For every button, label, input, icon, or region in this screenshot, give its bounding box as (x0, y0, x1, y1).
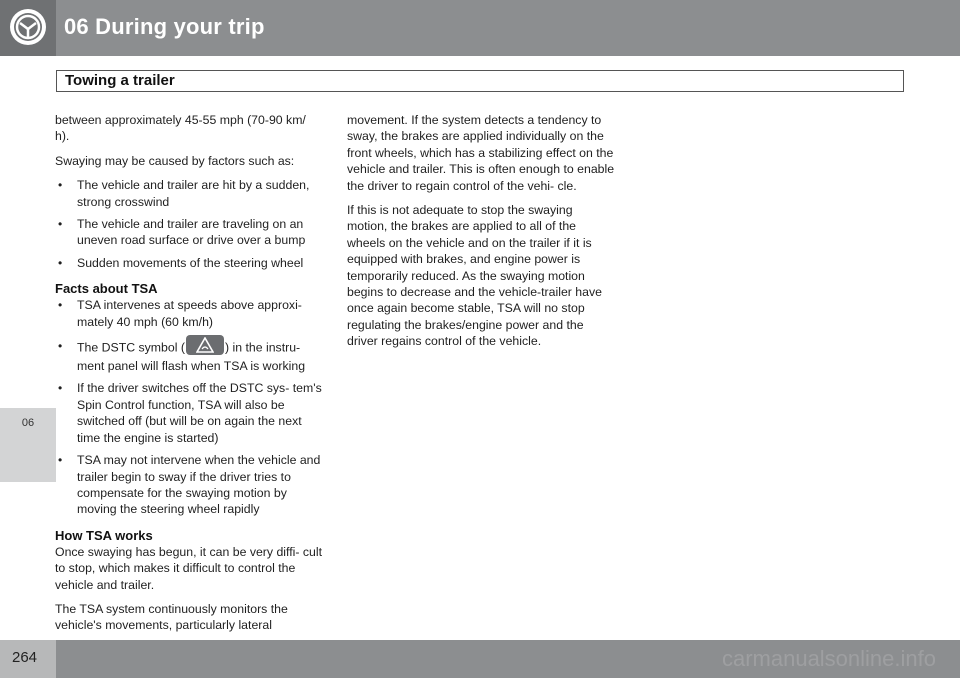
right-column (347, 112, 615, 358)
section-header (56, 70, 904, 92)
brand-logo (0, 0, 56, 56)
paragraph: between approximately 45-55 mph (70-90 km/ h). (55, 113, 306, 144)
chapter-tab-label: 06 (21, 417, 35, 429)
section-title: Towing a trailer (65, 72, 175, 89)
bullet-icon: • (58, 453, 63, 468)
dstc-warning-icon (186, 335, 224, 355)
list-item: • The vehicle and trailer are hit by a sudden, strong crosswind (58, 178, 310, 209)
page-number: 264 (12, 649, 38, 666)
list-item: • If the driver switches off the DSTC sys- tem's Spin Control function, TSA will also be switched off (but will be on again the next time the engine is started) (58, 381, 322, 445)
paragraph: Once swaying has begun, it can be very diffi- cult to stop, which makes it difficult to control the vehicle and trailer. (55, 544, 323, 592)
steering-wheel-icon (8, 7, 48, 47)
list-item: • Sudden movements of the steering wheel (58, 255, 304, 270)
bullet-icon: • (58, 217, 63, 232)
paragraph: movement. If the system detects a tendency to sway, the brakes are applied individually on the front wheels, which has a stabilizing effect on the vehicle and trailer. This is often enough to enable the driver to regain control of the vehi- cle. (347, 113, 615, 193)
paragraph: Swaying may be caused by factors such as: (55, 153, 295, 168)
list-item: • TSA may not intervene when the vehicle and trailer begin to sway if the driver tries to compensate for the swaying motion by moving the steering wheel rapidly (58, 453, 321, 517)
how-heading: How TSA works (55, 527, 153, 543)
chapter-title: 06 During your trip (64, 14, 265, 39)
list-item: • The DSTC symbol ( ) in the instru- ment panel will flash when TSA is working (55, 338, 323, 374)
paragraph: If this is not adequate to stop the swaying motion, the brakes are applied to all of the wheels on the vehicle and on the trailer if it is equipped with brakes, and engine power is temporarily reduced. As the swaying motion begins to decrease and the vehicle-trailer have once again become stable, TSA will no stop regulating the brakes/engine power and the driver regains control of the vehicle. (347, 203, 602, 349)
bullet-icon: • (58, 339, 63, 354)
causes-list (55, 177, 323, 271)
watermark: carmanualsonline.info (721, 646, 936, 671)
list-item: • TSA intervenes at speeds above approxi- mately 40 mph (60 km/h) (58, 298, 302, 329)
bullet-icon: • (58, 298, 63, 313)
list-item: • The vehicle and trailer are traveling on an uneven road surface or drive over a bump (58, 217, 306, 248)
facts-heading: Facts about TSA (55, 281, 158, 297)
bullet-icon: • (58, 178, 63, 193)
bullet-icon: • (58, 255, 63, 270)
paragraph: The TSA system continuously monitors the vehicle's movements, particularly lateral (55, 601, 288, 633)
left-column (55, 112, 323, 642)
facts-list (55, 297, 323, 517)
bullet-icon: • (58, 381, 63, 396)
